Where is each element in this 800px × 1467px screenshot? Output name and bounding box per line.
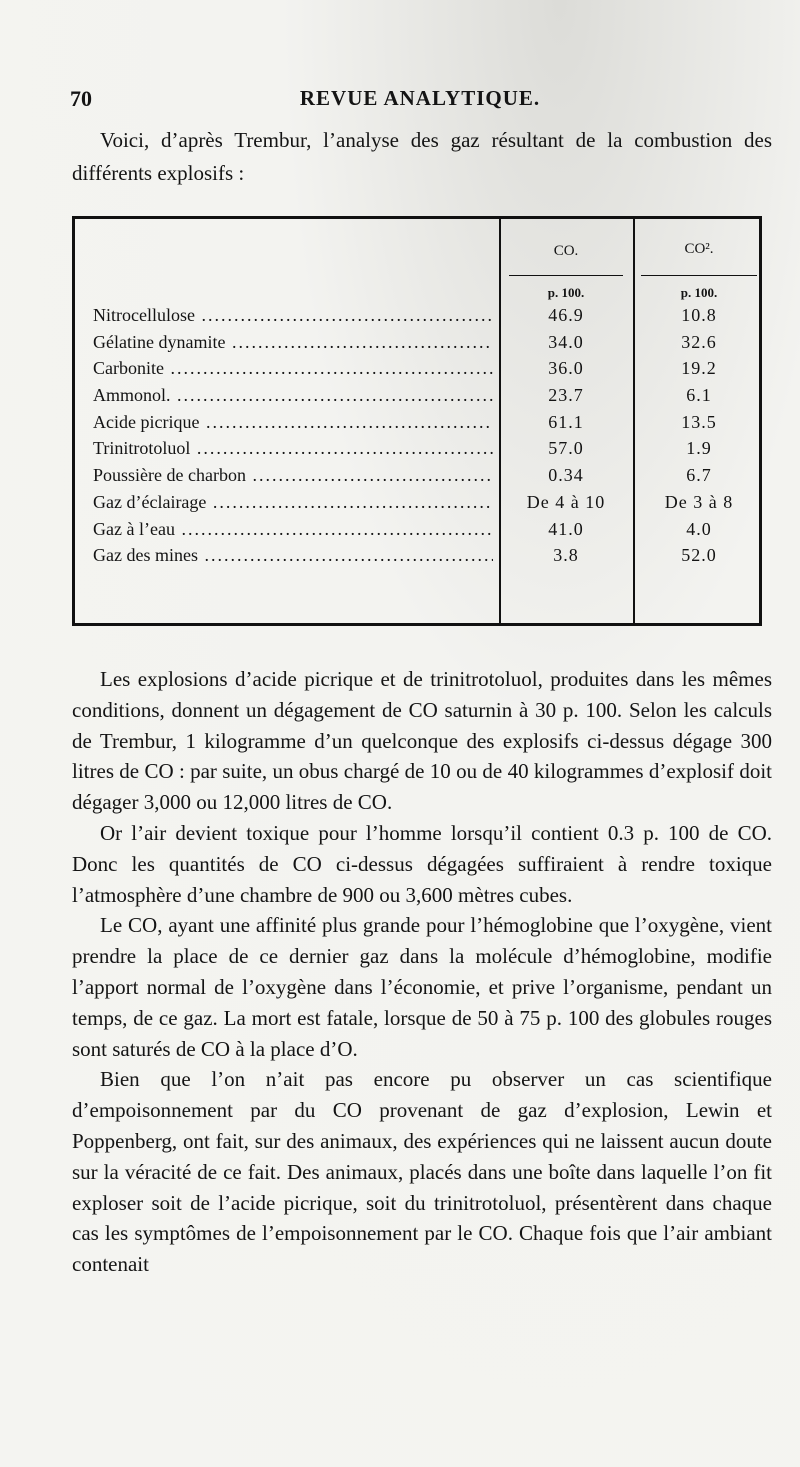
body-text <box>72 664 772 1280</box>
table-row <box>75 385 759 412</box>
co-value: 57.0 <box>548 438 584 459</box>
co2-value: 19.2 <box>681 358 717 379</box>
co2-value: 1.9 <box>686 438 712 459</box>
table-row <box>75 492 759 519</box>
paragraph: Les explosions d’acide picrique et de trinitrotoluol, produites dans les mêmes conditions, donnent un dégagement de CO saturnin à 30 p. 100. Selon les calculs de Trembur, 1 kilogramme d’un quelconque des explosifs ci-dessus dégage 300 litres de CO : par suite, un obus chargé de 10 ou de 40 kilogrammes d’explosif doit dégager 3,000 ou 12,000 litres de CO. <box>72 667 772 815</box>
header-rule <box>641 275 757 276</box>
co-value: 34.0 <box>548 331 584 352</box>
table-row <box>75 412 759 439</box>
explosive-name: Gaz à l’eau ..... <box>93 519 493 540</box>
explosive-name: Trinitrotoluol ..... <box>93 438 493 459</box>
paragraph: Le CO, ayant une affinité plus grande pour l’hémoglobine que l’oxygène, vient prendre la place de ce dernier gaz dans la molécule d’hémoglobine, modifie l’apport normal de l’oxygène dans l’économie, et prive l’organisme, pendant un temps, de ce gaz. La mort est fatale, lorsque de 50 à 75 p. 100 des globules rouges sont saturés de CO à la place d’O. <box>72 913 772 1061</box>
co2-value: 4.0 <box>686 518 712 539</box>
paragraph: Bien que l’on n’ait pas encore pu observer un cas scientifique d’empoisonnement par du CO provenant de gaz d’explosion, Lewin et Poppenberg, ont fait, sur des animaux, des expériences qui ne laissent aucun doute sur la véracité de ce fait. Des animaux, placés dans une boîte dans laquelle l’on fit exploser soit de l’acide picrique, soit du trinitrotoluol, présentèrent dans chaque cas les symptômes de l’empoisonnement par le CO. Chaque fois que l’air ambiant contenait <box>72 1067 772 1277</box>
explosive-name: Carbonite ..... <box>93 358 493 379</box>
explosive-name: Ammonol. ..... <box>93 385 493 406</box>
explosive-name: Gaz d’éclairage ..... <box>93 492 493 513</box>
table-row <box>75 545 759 572</box>
header-co: CO. <box>553 243 579 259</box>
intro-paragraph: Voici, d’après Trembur, l’analyse des gaz résultant de la combustion des différents explosifs : <box>72 128 772 185</box>
explosive-name: Acide picrique ..... <box>93 412 493 433</box>
co2-value: 6.1 <box>686 385 712 406</box>
co-value: 0.34 <box>548 465 584 486</box>
co-value: 46.9 <box>548 305 584 325</box>
table-row <box>75 332 759 359</box>
table-row <box>75 358 759 385</box>
co-value: 3.8 <box>553 545 579 566</box>
gas-analysis-table <box>72 216 762 626</box>
page-header <box>70 86 770 116</box>
explosive-name: Gaz des mines ..... <box>93 545 493 566</box>
paragraph: Or l’air devient toxique pour l’homme lorsqu’il contient 0.3 p. 100 de CO. Donc les quantités de CO ci-dessus dégagées suffiraient à rendre toxique l’atmosphère d’une chambre de 900 ou 3,600 mètres cubes. <box>72 820 772 907</box>
co-value: 36.0 <box>548 358 584 379</box>
co-value: 41.0 <box>548 518 584 539</box>
co2-value: De 3 à 8 <box>664 491 734 512</box>
co2-value: 10.8 <box>681 305 717 325</box>
explosive-name: Gélatine dynamite ..... <box>93 332 493 353</box>
explosive-name: Nitrocellulose ..... <box>93 305 493 326</box>
page-number: 70 <box>70 86 92 111</box>
co2-value: 52.0 <box>681 545 717 566</box>
running-head: REVUE ANALYTIQUE. <box>299 86 541 110</box>
table-row <box>75 305 759 332</box>
table-row <box>75 438 759 465</box>
unit-co2: p. 100. <box>680 285 718 300</box>
co2-value: 13.5 <box>681 411 717 432</box>
explosive-name: Poussière de charbon ..... <box>93 465 493 486</box>
unit-co: p. 100. <box>547 285 585 300</box>
co-value: 61.1 <box>548 411 584 432</box>
co2-value: 6.7 <box>686 465 712 486</box>
table-row <box>75 465 759 492</box>
table-row <box>75 519 759 546</box>
co-value: 23.7 <box>548 385 584 406</box>
table-body <box>75 305 759 572</box>
header-rule <box>509 275 623 276</box>
co2-value: 32.6 <box>681 331 717 352</box>
header-co2: CO². <box>684 241 714 257</box>
co-value: De 4 à 10 <box>526 491 606 512</box>
